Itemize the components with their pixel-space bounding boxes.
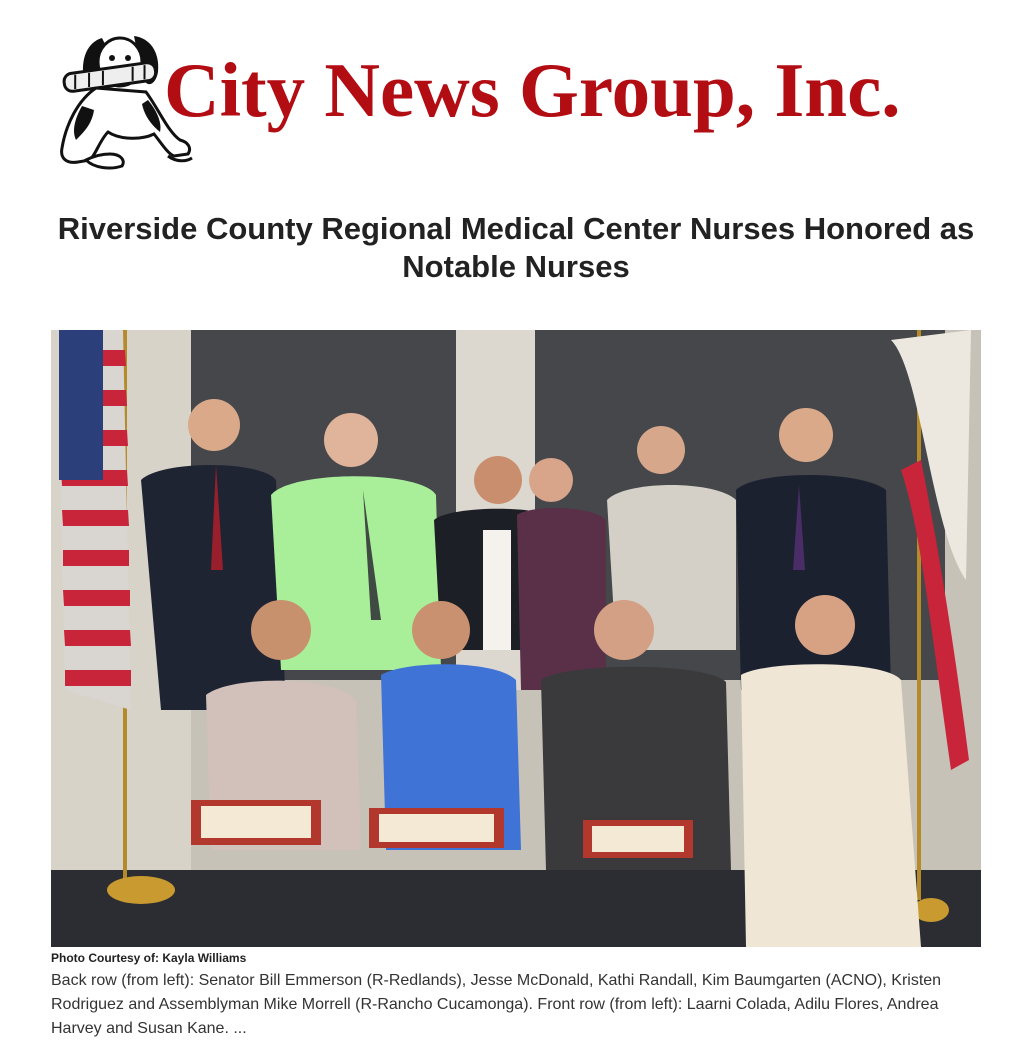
- photo-credit-name: Kayla Williams: [162, 951, 247, 965]
- group-photo-nurses-honored: [51, 330, 981, 947]
- photo-caption: Back row (from left): Senator Bill Emmerson (R-Redlands), Jesse McDonald, Kathi Randall, Kim Baumgarten (ACNO), Kristen Rodriguez and Assemblyman Mike Morrell (R-Rancho Cucamonga). Front row (from left): Laarni Colada, Adilu Flores, Andrea Harvey and Susan Kane. ...: [51, 972, 942, 1037]
- photo-credit: [51, 951, 246, 965]
- masthead: [50, 26, 980, 176]
- article-headline: Riverside County Regional Medical Center Nurses Honored as Notable Nurses: [57, 211, 975, 284]
- photo-credit-label: Photo Courtesy of:: [51, 951, 159, 965]
- brand-name[interactable]: City News Group, Inc.: [164, 47, 901, 133]
- article-photo: [51, 330, 981, 947]
